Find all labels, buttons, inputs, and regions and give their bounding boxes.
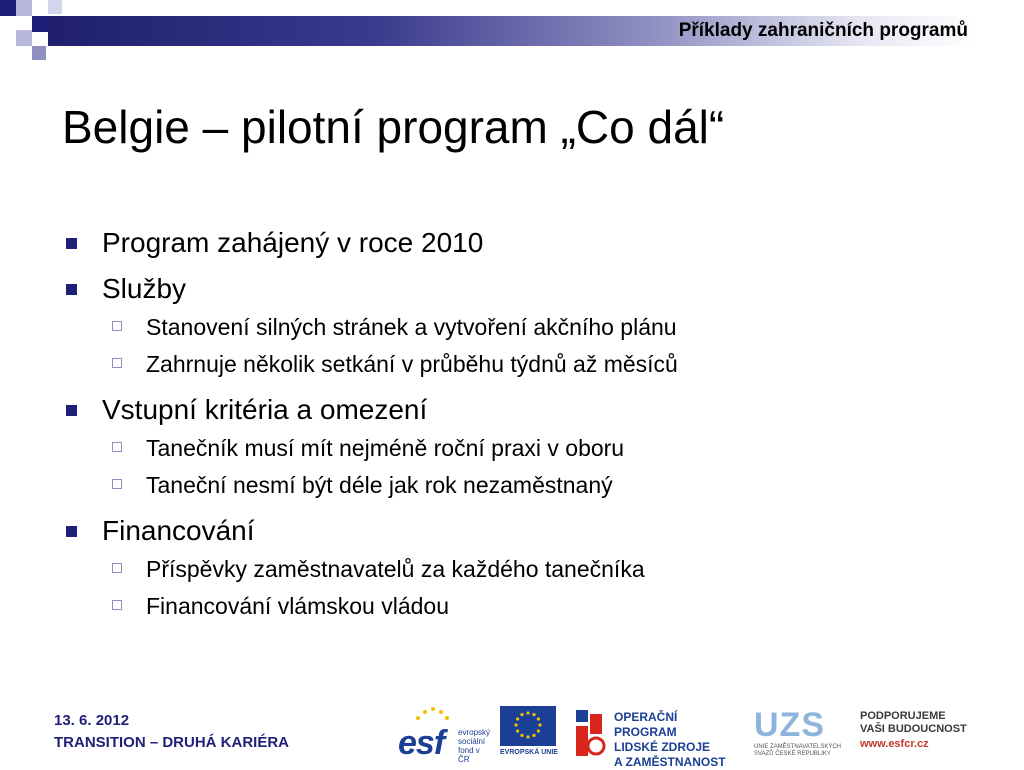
uzs-caption: UNIE ZAMĚSTNAVATELSKÝCH SVAZŮ ČESKÉ REPUBLIKY (754, 744, 842, 757)
bullet-item (62, 514, 962, 548)
hollow-square-bullet-icon (112, 358, 122, 368)
esf-logo (398, 706, 491, 764)
corner-square-3 (32, 16, 48, 32)
bullet-text: Služby (102, 273, 187, 304)
esfcr-url: www.esfcr.cz (860, 738, 929, 750)
oplzz-logo (574, 708, 742, 769)
sub-bullet-text: Financování vlámskou vládou (146, 593, 449, 619)
bullet-item (62, 272, 962, 306)
hollow-square-bullet-icon (112, 479, 122, 489)
sub-bullet-text: Stanovení silných stránek a vytvoření akčního plánu (146, 314, 677, 340)
footer-date: 13. 6. 2012 (54, 712, 130, 729)
esf-mark: esf (398, 724, 445, 762)
corner-square-1 (0, 0, 16, 16)
sub-bullet-text: Tanečník musí mít nejméně roční praxi v oboru (146, 435, 625, 461)
sub-bullet-item (62, 470, 962, 500)
sub-bullet-item (62, 554, 962, 584)
footer-event: TRANSITION – DRUHÁ KARIÉRA (54, 734, 290, 751)
esf-stars-icon (412, 706, 452, 724)
sub-bullet-item (62, 349, 962, 379)
bullet-item (62, 393, 962, 427)
corner-square-4 (16, 30, 32, 46)
bullet-list (62, 226, 962, 628)
sub-bullet-text: Zahrnuje několik setkání v průběhu týdnů až měsíců (146, 351, 678, 377)
eu-caption: EVROPSKÁ UNIE (500, 749, 558, 756)
podporujeme-text: PODPORUJEME VAŠI BUDOUCNOST (860, 710, 967, 735)
uzs-mark: UZS (754, 706, 825, 744)
esf-caption: evropský sociální fond v ČR (458, 728, 491, 764)
bullet-text: Vstupní kritéria a omezení (102, 394, 428, 425)
sub-bullet-text: Taneční nesmí být déle jak rok nezaměstnaný (146, 472, 613, 498)
oplzz-figure-icon (574, 708, 606, 758)
corner-square-2 (16, 0, 32, 16)
hollow-square-bullet-icon (112, 600, 122, 610)
hollow-square-bullet-icon (112, 563, 122, 573)
hollow-square-bullet-icon (112, 442, 122, 452)
square-bullet-icon (66, 405, 77, 416)
corner-square-6 (48, 0, 62, 14)
sub-bullet-text: Příspěvky zaměstnavatelů za každého tanečníka (146, 556, 645, 582)
bullet-text: Financování (102, 515, 255, 546)
header-title: Příklady zahraničních programů (678, 20, 968, 41)
eu-logo (500, 706, 556, 760)
sub-bullet-item (62, 312, 962, 342)
podporujeme-logo (860, 710, 990, 764)
hollow-square-bullet-icon (112, 321, 122, 331)
sub-bullet-item (62, 591, 962, 621)
sub-bullet-item (62, 433, 962, 463)
square-bullet-icon (66, 284, 77, 295)
bullet-text: Program zahájený v roce 2010 (102, 227, 484, 258)
square-bullet-icon (66, 526, 77, 537)
oplzz-text: OPERAČNÍ PROGRAM LIDSKÉ ZDROJE A ZAMĚSTNANOST (614, 710, 726, 769)
eu-flag-icon (500, 706, 556, 746)
uzs-logo (754, 706, 850, 760)
corner-square-5 (32, 46, 46, 60)
square-bullet-icon (66, 238, 77, 249)
slide-title: Belgie – pilotní program „Co dál“ (62, 101, 725, 153)
bullet-item (62, 226, 962, 260)
